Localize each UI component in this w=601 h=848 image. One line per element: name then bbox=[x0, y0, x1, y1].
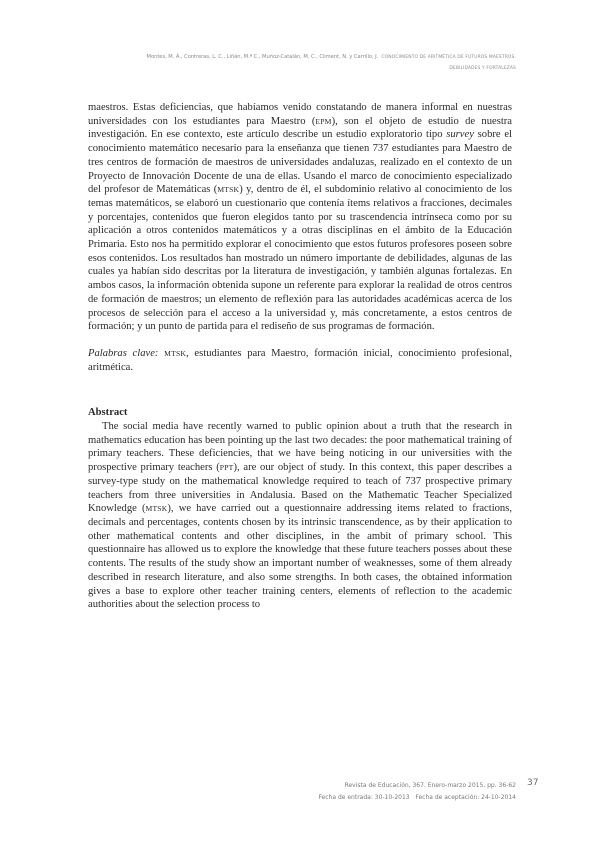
resumen-text-part: ), son el objeto de estudio de nuestra investigación. En ese contexto, este artículo describe un estudio exploratorio tipo bbox=[88, 115, 513, 141]
running-head-topic-continued: DEBILIDADES Y FORTALEZAS bbox=[449, 66, 516, 71]
resumen-paragraph bbox=[88, 101, 512, 334]
journal-citation: Revista de Educación, 367. Enero-marzo 2015, pp. 36-62 bbox=[344, 782, 516, 789]
running-head-topic: CONOCIMIENTO DE ARITMÉTICA DE FUTUROS MAESTROS. bbox=[381, 55, 516, 60]
resumen-text-part: ) y, dentro de él, el subdominio relativo al conocimiento de los temas matemáticos, se elaboró un cuestionario que contenía ítems relativos a fracciones, decimales y porcentajes, contenidos que fueron elegidos tanto por su trascendencia intrínseca como por su aplicación a otros contenidos matemáticos y a otras disciplinas en el ámbito de la Educación Primaria. Esto nos ha permitido explorar el conocimiento que estos futuros profesores poseen sobre esos contenidos. Los resultados han mostrado un número importante de debilidades, algunas de las cuales ya habían sido descritas por la literatura de investigación, y también algunas fortalezas. En ambos casos, la información obtenida supone un referente para explorar la realidad de otros centros de formación de maestros; un elemento de reflexión para las autoridades académicas acerca de los procesos de selección para el acceso a la universidad y, más concretamente, a estos centros de formación; y un punto de partida para el rediseño de sus programas de formación. bbox=[88, 184, 512, 333]
running-head-authors: Montes, M. Á., Contreras, L. C., Liñán, M.ª C., Muñoz-Catalán, M. C., Climent, N. y Carrillo, J. bbox=[146, 54, 379, 60]
running-head-line-1 bbox=[92, 52, 516, 63]
acronym-mtsk: MTSK bbox=[145, 504, 168, 514]
acronym-epm: EPM bbox=[315, 116, 332, 126]
keywords bbox=[88, 347, 512, 374]
acronym-mtsk: MTSK bbox=[164, 348, 187, 358]
abstract-text-part: ), we have carried out a questionnaire addressing items related to fractions, decimals and percentages, contents chosen by its intrinsic transcendence, as by their application to other mathematical contents and other disciplines, in the ambit of primary school. This questionnaire has allowed us to explore the knowledge that these future teachers posses about these contents. The results of the study show an important number of weaknesses, some of them already described in research literature, and also some strengths. In both cases, the obtained information gives a base to explore other teacher training centers, elements of reflection to the academic authorities about the selection process to bbox=[88, 503, 513, 611]
resumen-text-part: maestros. Estas deficiencias, que habíamos venido constatando de manera informal en nuestras universidades con los estudiantes para Maestro ( bbox=[88, 102, 512, 127]
resumen-text-part: sobre el conocimiento matemático necesario para la enseñanza que tienen 737 estudiantes para Maestro de tres centros de formación de maestros de universidades andaluzas, realizado en el contexto de un Proyecto de Innovación Docente de una de ellas. Usando el marco de conocimiento especializado del profesor de Matemáticas ( bbox=[88, 129, 512, 196]
page-number: 37 bbox=[527, 778, 539, 788]
submission-dates: Fecha de entrada: 30-10-2013 Fecha de aceptación: 24-10-2014 bbox=[318, 794, 516, 801]
running-head bbox=[92, 52, 516, 74]
abstract-text-part: The social media have recently warned to public opinion about a truth that the research in mathematics education has been pointing up the last two decades: the poor mathematical training of primary teachers. These deficiencies, that we have being noticing in our universities with the prospective primary teachers ( bbox=[88, 421, 512, 474]
acronym-ppt: PPT bbox=[219, 463, 234, 473]
acronym-mtsk: MTSK bbox=[217, 185, 240, 195]
article-body bbox=[88, 101, 512, 612]
keywords-text: , estudiantes para Maestro, formación inicial, conocimiento profesional, aritmética. bbox=[88, 347, 512, 373]
keywords-label: Palabras clave: bbox=[88, 347, 159, 359]
abstract-text-part: ), are our object of study. In this context, this paper describes a survey-type study on the mathematical knowledge required to teach of 737 prospective primary teachers from three universities in Andalusia. Based on the Mathematic Teacher Specialized Knowledge ( bbox=[88, 462, 512, 515]
page-footer bbox=[300, 780, 516, 804]
abstract-heading: Abstract bbox=[88, 407, 128, 419]
abstract-paragraph bbox=[88, 420, 512, 612]
survey-term: survey bbox=[446, 129, 474, 141]
